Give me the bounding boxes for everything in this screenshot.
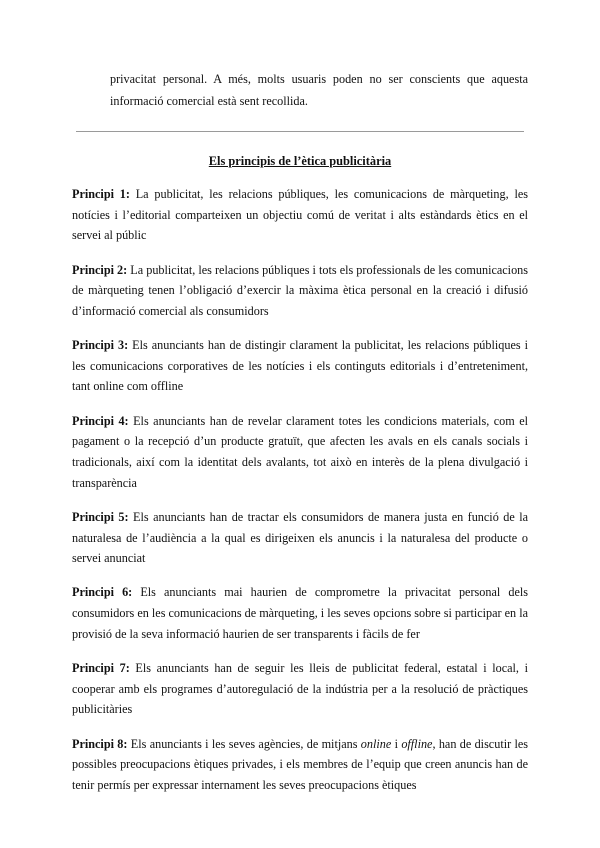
- principle-4: [72, 411, 528, 493]
- principle-label: Principi 6:: [72, 585, 133, 600]
- principle-text: i: [391, 736, 402, 751]
- principle-label: Principi 1:: [72, 187, 130, 201]
- principle-text: La publicitat, les relacions públiques, les comunicacions de màrqueting, les notícies i l’editorial comparteixen un objectiu comú de veritat i alts estàndards ètics en el servei al públic: [72, 187, 528, 243]
- principle-label: Principi 7:: [72, 661, 130, 676]
- principle-8: [72, 734, 528, 796]
- principle-text: Els anunciants i les seves agències, de mitjans: [127, 736, 361, 751]
- principle-7: [72, 658, 528, 720]
- principle-1: [72, 184, 528, 246]
- section-heading: Els principis de l’ètica publicitària: [208, 154, 392, 168]
- principle-label: Principi 4:: [72, 413, 129, 428]
- principle-label: Principi 3:: [72, 338, 129, 353]
- principle-label: Principi 2:: [72, 262, 128, 277]
- principle-text: Els anunciants han de revelar clarament totes les condicions materials, com el pagament o la recepció d’un producte gratuït, que afecten les avals en els canals socials i tradicionals, així com la identitat dels avalants, tot això en interès de la plena divulgació i transparència: [72, 413, 528, 490]
- principle-emphasis-online: online: [360, 736, 392, 751]
- principle-6: [72, 582, 528, 644]
- intro-paragraph: privacitat personal. A més, molts usuaris poden no ser conscients que aquesta informació comercial està sent recollida.: [110, 72, 528, 108]
- principle-3: [72, 335, 528, 397]
- principle-text: Els anunciants mai haurien de comprometre la privacitat personal dels consumidors en les comunicacions de màrqueting, i les seves opcions sobre si participar en la provisió de la seva informació haurien de ser transparents i fàcils de fer: [72, 585, 528, 641]
- principle-text: , han de discutir les possibles preocupacions ètiques privades, i els membres de l’equip que creen anuncis han de tenir permís per expressar internament les seves preocupacions ètiques: [72, 736, 529, 792]
- principle-text: La publicitat, les relacions públiques i tots els professionals de les comunicacions de màrqueting tenen l’obligació d’exercir la màxima ètica personal en la creació i difusió d’informació comercial als consumidors: [72, 262, 528, 318]
- principle-text: Els anunciants han de seguir les lleis de publicitat federal, estatal i local, i cooperar amb els programes d’autoregulació de la indústria per a la resolució de pràctiques publicitàries: [72, 661, 528, 717]
- principles-list: [72, 184, 528, 809]
- principle-5: [72, 507, 528, 569]
- horizontal-divider: [76, 131, 524, 132]
- principle-label: Principi 5:: [72, 509, 129, 524]
- principle-2: [72, 260, 528, 322]
- principle-label: Principi 8:: [72, 736, 128, 751]
- principle-emphasis-offline: offline: [401, 736, 433, 751]
- principle-text: Els anunciants han de tractar els consumidors de manera justa en funció de la naturalesa de l’audiència a la qual es dirigeixen els anuncis i la naturalesa del producte o servei anunciat: [72, 509, 528, 566]
- principle-text: Els anunciants han de distingir clarament la publicitat, les relacions públiques i les comunicacions corporatives de les notícies i els continguts editorials i d’entreteniment, tant online com offline: [72, 338, 528, 394]
